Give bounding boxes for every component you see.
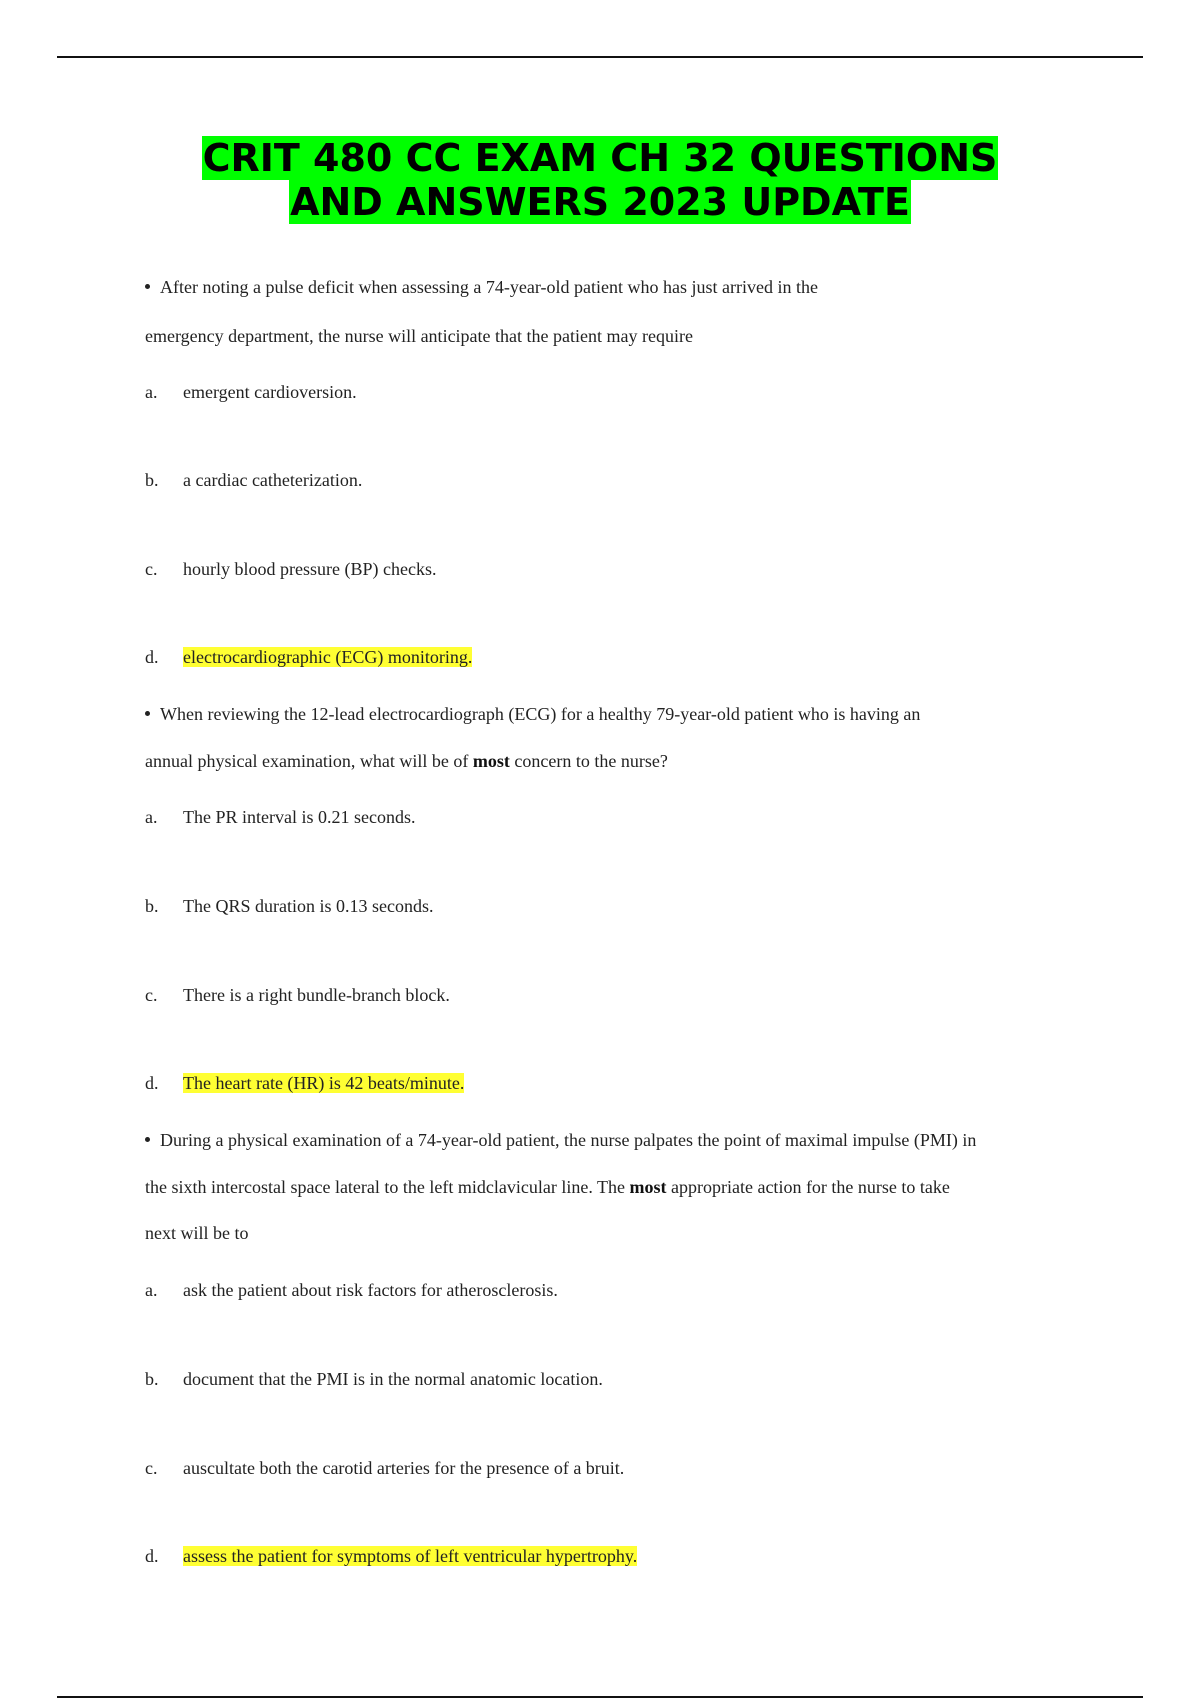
question-1-option-a: a. emergent cardioversion. <box>145 382 357 402</box>
bullet-icon <box>145 711 150 716</box>
bullet-icon <box>145 1137 150 1142</box>
correct-answer-highlight: electrocardiographic (ECG) monitoring. <box>183 647 473 667</box>
emphasis-most: most <box>472 751 510 771</box>
question-2-stem: When reviewing the 12-lead electrocardiograph (ECG) for a healthy 79-year-old patient who is having an <box>145 704 920 725</box>
question-1-option-d-correct: d. electrocardiographic (ECG) monitoring. <box>145 647 473 667</box>
question-3-stem: During a physical examination of a 74-year-old patient, the nurse palpates the point of maximal impulse (PMI) in <box>145 1130 976 1151</box>
question-1-option-b: b. a cardiac catheterization. <box>145 470 363 490</box>
question-2-option-a: a. The PR interval is 0.21 seconds. <box>145 807 416 827</box>
question-2-option-b: b. The QRS duration is 0.13 seconds. <box>145 896 434 916</box>
bullet-icon <box>145 284 150 289</box>
question-1-stem-cont: emergency department, the nurse will anticipate that the patient may require <box>145 326 693 346</box>
question-2-option-d-correct: d. The heart rate (HR) is 42 beats/minute. <box>145 1073 465 1093</box>
question-3-option-d-correct: d. assess the patient for symptoms of left ventricular hypertrophy. <box>145 1546 638 1566</box>
correct-answer-highlight: The heart rate (HR) is 42 beats/minute. <box>183 1073 465 1093</box>
question-2-option-c: c. There is a right bundle-branch block. <box>145 985 450 1005</box>
question-3-option-c: c. auscultate both the carotid arteries for the presence of a bruit. <box>145 1458 625 1478</box>
question-1-stem: After noting a pulse deficit when assessing a 74-year-old patient who has just arrived in the <box>145 277 818 298</box>
question-3-stem-cont: the sixth intercostal space lateral to the left midclavicular line. The most appropriate action for the nurse to take <box>145 1177 950 1197</box>
emphasis-most: most <box>629 1177 667 1197</box>
question-1-option-c: c. hourly blood pressure (BP) checks. <box>145 559 437 579</box>
question-2-stem-cont: annual physical examination, what will be of most concern to the nurse? <box>145 751 668 771</box>
correct-answer-highlight: assess the patient for symptoms of left ventricular hypertrophy. <box>183 1546 638 1566</box>
question-3-option-b: b. document that the PMI is in the normal anatomic location. <box>145 1369 603 1389</box>
question-3-option-a: a. ask the patient about risk factors for atherosclerosis. <box>145 1280 558 1300</box>
question-3-stem-cont-2: next will be to <box>145 1223 249 1243</box>
title-line-1: CRIT 480 CC EXAM CH 32 QUESTIONS <box>202 136 998 180</box>
bottom-rule <box>57 1696 1143 1698</box>
document-title <box>0 136 1200 224</box>
title-line-2: AND ANSWERS 2023 UPDATE <box>290 180 910 224</box>
top-rule <box>57 56 1143 58</box>
